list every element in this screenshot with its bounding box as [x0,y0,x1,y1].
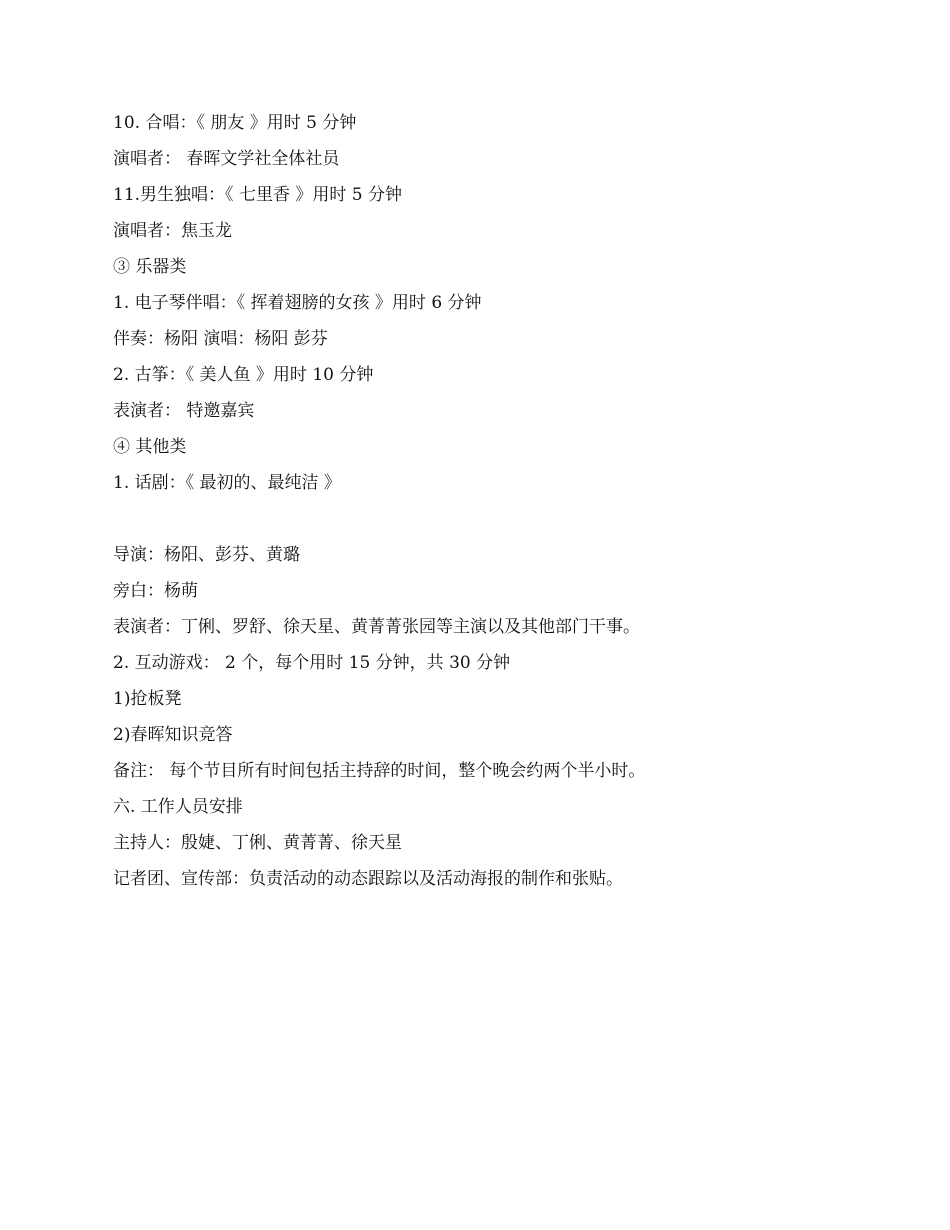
text-line: 演唱者： 春晖文学社全体社员 [113,149,340,169]
text-line: 2. 古筝：《 美人鱼 》用时 10 分钟 [113,365,374,385]
blank-line [113,504,873,540]
text-line: 10. 合唱：《 朋友 》用时 5 分钟 [113,113,357,133]
note-line: 备注： 每个节目所有时间包括主持辞的时间，整个晚会约两个半小时。 [113,761,646,781]
document-body [113,108,873,900]
text-line: 表演者：丁俐、罗舒、徐天星、黄菁菁张园等主演以及其他部门干事。 [113,617,640,637]
list-item: 2)春晖知识竞答 [113,725,233,745]
text-line: 记者团、宣传部：负责活动的动态跟踪以及活动海报的制作和张贴。 [113,869,623,889]
list-item: 1)抢板凳 [113,689,182,709]
text-line: 伴奏：杨阳 演唱：杨阳 彭芬 [113,329,328,349]
text-line: 表演者： 特邀嘉宾 [113,401,255,421]
text-line: 主持人：殷婕、丁俐、黄菁菁、徐天星 [113,833,402,853]
section-heading: ③ 乐器类 [113,257,187,277]
text-line: 旁白：杨萌 [113,581,198,601]
text-line: 2. 互动游戏： 2 个，每个用时 15 分钟，共 30 分钟 [113,653,511,673]
section-heading: ④ 其他类 [113,437,187,457]
text-line: 演唱者：焦玉龙 [113,221,232,241]
text-line: 11.男生独唱：《 七里香 》用时 5 分钟 [113,185,402,205]
section-heading: 六. 工作人员安排 [113,797,243,817]
text-line: 导演：杨阳、彭芬、黄璐 [113,545,300,565]
text-line: 1. 电子琴伴唱：《 挥着翅膀的女孩 》用时 6 分钟 [113,293,482,313]
text-line: 1. 话剧：《 最初的、最纯洁 》 [113,473,341,493]
